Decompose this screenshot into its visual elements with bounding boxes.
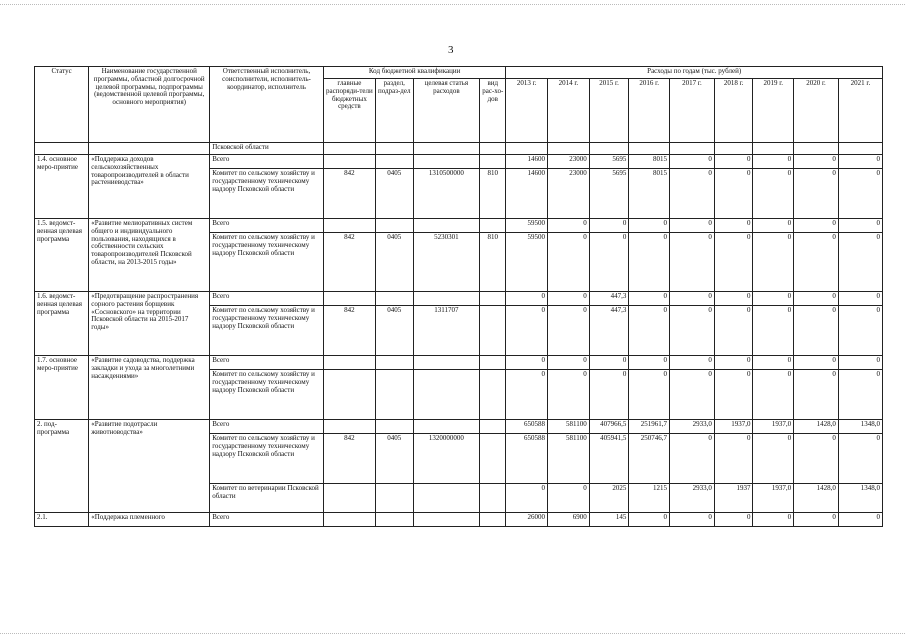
cell-responsible: Всего — [210, 219, 324, 233]
cell-status: 1.7. основное меро-приятие — [35, 356, 89, 420]
cell-2019: 0 — [753, 155, 794, 169]
cell-2016: 250746,7 — [629, 434, 670, 484]
cell-2021: 0 — [838, 155, 882, 169]
header-year-2018: 2018 г. — [714, 79, 753, 143]
cell-section: 0405 — [375, 434, 413, 484]
cell-article: 1311707 — [413, 306, 480, 356]
cell-2015: 447,3 — [589, 306, 629, 356]
cell-2013: 14600 — [506, 155, 548, 169]
header-year-2014: 2014 г. — [548, 79, 590, 143]
cell-2020 — [794, 143, 839, 155]
cell-grbs — [323, 370, 375, 420]
cell-section — [375, 143, 413, 155]
cell-section — [375, 484, 413, 513]
header-grbs: главные распоряди-тели бюджетных средств — [323, 79, 375, 143]
cell-2019: 0 — [753, 434, 794, 484]
cell-grbs — [323, 292, 375, 306]
cell-status: 2.1. — [35, 513, 89, 527]
cell-2017: 0 — [670, 434, 715, 484]
cell-2016: 251961,7 — [629, 420, 670, 434]
cell-2021: 1348,0 — [838, 420, 882, 434]
cell-type — [480, 219, 506, 233]
cell-grbs — [323, 356, 375, 370]
cell-responsible: Всего — [210, 155, 324, 169]
header-year-2015: 2015 г. — [589, 79, 629, 143]
header-year-2020: 2020 г. — [794, 79, 839, 143]
cell-status: 1.4. основное меро-приятие — [35, 155, 89, 219]
cell-2017: 0 — [670, 513, 715, 527]
cell-2015: 5695 — [589, 169, 629, 219]
cell-2019: 0 — [753, 292, 794, 306]
cell-article: 1320000000 — [413, 434, 480, 484]
cell-2018: 0 — [714, 356, 753, 370]
page-number: 3 — [448, 44, 454, 56]
scan-edge-top — [0, 4, 905, 6]
cell-2021: 0 — [838, 233, 882, 292]
table-body — [35, 143, 883, 527]
cell-type — [480, 292, 506, 306]
cell-2013: 59500 — [506, 219, 548, 233]
cell-2013: 0 — [506, 306, 548, 356]
cell-article — [413, 420, 480, 434]
cell-2018: 0 — [714, 306, 753, 356]
table-row — [35, 420, 883, 434]
cell-responsible: Всего — [210, 420, 324, 434]
cell-2020: 0 — [794, 306, 839, 356]
cell-2020: 0 — [794, 513, 839, 527]
cell-2015: 407966,5 — [589, 420, 629, 434]
cell-2017: 0 — [670, 169, 715, 219]
cell-type — [480, 306, 506, 356]
cell-2013: 0 — [506, 484, 548, 513]
cell-type — [480, 513, 506, 527]
cell-2018: 0 — [714, 155, 753, 169]
scan-edge-bottom — [0, 633, 905, 635]
header-year-2016: 2016 г. — [629, 79, 670, 143]
cell-2020: 0 — [794, 169, 839, 219]
cell-2015 — [589, 143, 629, 155]
cell-2014 — [548, 143, 590, 155]
cell-2016: 0 — [629, 306, 670, 356]
cell-name: «Развитие садоводства, поддержка закладки и ухода за многолетними насаждениями» — [89, 356, 210, 420]
budget-table — [34, 66, 883, 527]
cell-2018: 0 — [714, 434, 753, 484]
header-name: Наименование государственной программы, областной долгосрочной целевой программы, подпрограммы (ведомственной целевой программы, основного мероприятия) — [89, 67, 210, 143]
table-row — [35, 513, 883, 527]
cell-2020: 0 — [794, 356, 839, 370]
cell-2016: 0 — [629, 356, 670, 370]
cell-2021: 0 — [838, 219, 882, 233]
cell-name: «Развитие мелиоративных систем общего и индивидуального пользования, находящихся в собственности сельских товаропроизводителей Псковской области, на 2013-2015 годы» — [89, 219, 210, 292]
cell-article — [413, 356, 480, 370]
cell-2013: 0 — [506, 370, 548, 420]
cell-grbs: 842 — [323, 434, 375, 484]
cell-2019: 0 — [753, 169, 794, 219]
cell-section: 0405 — [375, 169, 413, 219]
cell-section — [375, 356, 413, 370]
header-expenses: Расходы по годам (тыс. рублей) — [506, 67, 883, 79]
cell-2021 — [838, 143, 882, 155]
cell-2021: 0 — [838, 169, 882, 219]
cell-2019: 0 — [753, 370, 794, 420]
cell-2014: 0 — [548, 233, 590, 292]
cell-2019: 1937,0 — [753, 420, 794, 434]
cell-section: 0405 — [375, 306, 413, 356]
cell-section — [375, 420, 413, 434]
cell-2016: 1215 — [629, 484, 670, 513]
cell-responsible: Всего — [210, 513, 324, 527]
cell-article — [413, 370, 480, 420]
cell-status — [35, 143, 89, 155]
cell-2014: 0 — [548, 219, 590, 233]
cell-article — [413, 513, 480, 527]
cell-responsible: Псковской области — [210, 143, 324, 155]
cell-2014: 23000 — [548, 169, 590, 219]
cell-2018: 1937,0 — [714, 420, 753, 434]
cell-2020: 1428,0 — [794, 484, 839, 513]
cell-2019: 0 — [753, 219, 794, 233]
cell-type — [480, 370, 506, 420]
cell-name: «Поддержка доходов сельскохозяйственных товаропроизводителей в области растениеводства» — [89, 155, 210, 219]
cell-2019: 0 — [753, 356, 794, 370]
cell-2013 — [506, 143, 548, 155]
cell-2018: 1937 — [714, 484, 753, 513]
cell-name: «Развитие подотрасли животноводства» — [89, 420, 210, 513]
cell-name — [89, 143, 210, 155]
table-row — [35, 219, 883, 233]
cell-2018: 0 — [714, 370, 753, 420]
cell-responsible: Всего — [210, 292, 324, 306]
header-target-article: целевая статья расходов — [413, 79, 480, 143]
cell-type — [480, 356, 506, 370]
table-row — [35, 143, 883, 155]
cell-section — [375, 370, 413, 420]
cell-2014: 581100 — [548, 420, 590, 434]
header-expense-type: вид рас-хо-дов — [480, 79, 506, 143]
cell-2021: 0 — [838, 513, 882, 527]
cell-2018 — [714, 143, 753, 155]
cell-2016: 0 — [629, 219, 670, 233]
cell-2016: 8015 — [629, 155, 670, 169]
header-year-2017: 2017 г. — [670, 79, 715, 143]
cell-article — [413, 292, 480, 306]
cell-article: 5230301 — [413, 233, 480, 292]
cell-2013: 650588 — [506, 434, 548, 484]
cell-2020: 0 — [794, 233, 839, 292]
cell-2019 — [753, 143, 794, 155]
cell-2015: 405941,5 — [589, 434, 629, 484]
cell-2013: 650588 — [506, 420, 548, 434]
cell-2020: 0 — [794, 155, 839, 169]
cell-2014: 581100 — [548, 434, 590, 484]
cell-2021: 0 — [838, 356, 882, 370]
header-status: Статус — [35, 67, 89, 143]
cell-2018: 0 — [714, 219, 753, 233]
cell-2015: 5695 — [589, 155, 629, 169]
cell-name: «Поддержка племенного — [89, 513, 210, 527]
cell-responsible: Комитет по сельскому хозяйству и государственному техническому надзору Псковской области — [210, 169, 324, 219]
cell-section — [375, 155, 413, 169]
cell-2017: 0 — [670, 356, 715, 370]
cell-type — [480, 434, 506, 484]
cell-2013: 26000 — [506, 513, 548, 527]
cell-name: «Предотвращение распространения сорного растения борщевик «Сосновского» на территории Псковской области на 2015-2017 годы» — [89, 292, 210, 356]
cell-grbs — [323, 219, 375, 233]
cell-2019: 1937,0 — [753, 484, 794, 513]
cell-responsible: Комитет по сельскому хозяйству и государственному техническому надзору Псковской области — [210, 370, 324, 420]
cell-status: 2. под-программа — [35, 420, 89, 513]
cell-2015: 145 — [589, 513, 629, 527]
cell-2021: 0 — [838, 370, 882, 420]
cell-section — [375, 292, 413, 306]
cell-2014: 23000 — [548, 155, 590, 169]
cell-2017: 0 — [670, 292, 715, 306]
cell-2020: 0 — [794, 434, 839, 484]
cell-2020: 0 — [794, 370, 839, 420]
cell-section — [375, 219, 413, 233]
cell-grbs — [323, 420, 375, 434]
header-row-1 — [35, 67, 883, 79]
cell-2021: 1348,0 — [838, 484, 882, 513]
cell-status: 1.5. ведомст-венная целевая программа — [35, 219, 89, 292]
cell-2017: 0 — [670, 155, 715, 169]
cell-2021: 0 — [838, 306, 882, 356]
cell-type — [480, 484, 506, 513]
header-year-2019: 2019 г. — [753, 79, 794, 143]
cell-grbs: 842 — [323, 306, 375, 356]
cell-2020: 0 — [794, 292, 839, 306]
cell-2019: 0 — [753, 513, 794, 527]
cell-2015: 0 — [589, 370, 629, 420]
cell-2013: 0 — [506, 356, 548, 370]
cell-type: 810 — [480, 233, 506, 292]
cell-2014: 0 — [548, 306, 590, 356]
cell-2016: 0 — [629, 370, 670, 420]
cell-grbs — [323, 155, 375, 169]
cell-2020: 1428,0 — [794, 420, 839, 434]
cell-2013: 14600 — [506, 169, 548, 219]
cell-responsible: Всего — [210, 356, 324, 370]
cell-2014: 0 — [548, 356, 590, 370]
cell-status: 1.6. ведомст-венная целевая программа — [35, 292, 89, 356]
cell-section — [375, 513, 413, 527]
cell-responsible: Комитет по сельскому хозяйству и государственному техническому надзору Псковской области — [210, 233, 324, 292]
cell-section: 0405 — [375, 233, 413, 292]
cell-article — [413, 219, 480, 233]
header-responsible: Ответственный исполнитель, соисполнители, исполнитель-координатор, исполнитель — [210, 67, 324, 143]
cell-2017: 0 — [670, 370, 715, 420]
cell-grbs — [323, 513, 375, 527]
cell-responsible: Комитет по ветеринарии Псковской области — [210, 484, 324, 513]
cell-2019: 0 — [753, 233, 794, 292]
cell-type — [480, 420, 506, 434]
cell-2018: 0 — [714, 233, 753, 292]
cell-2016: 0 — [629, 233, 670, 292]
cell-2019: 0 — [753, 306, 794, 356]
cell-2015: 2025 — [589, 484, 629, 513]
header-budget-code: Код бюджетной квалификации — [323, 67, 506, 79]
cell-type — [480, 143, 506, 155]
cell-2018: 0 — [714, 513, 753, 527]
cell-2017: 0 — [670, 233, 715, 292]
cell-2015: 0 — [589, 233, 629, 292]
cell-article — [413, 143, 480, 155]
cell-type: 810 — [480, 169, 506, 219]
cell-responsible: Комитет по сельскому хозяйству и государственному техническому надзору Псковской области — [210, 434, 324, 484]
cell-grbs — [323, 484, 375, 513]
cell-2013: 59500 — [506, 233, 548, 292]
cell-2016 — [629, 143, 670, 155]
cell-grbs: 842 — [323, 169, 375, 219]
cell-2017 — [670, 143, 715, 155]
cell-2017: 0 — [670, 306, 715, 356]
cell-grbs: 842 — [323, 233, 375, 292]
cell-2017: 0 — [670, 219, 715, 233]
cell-type — [480, 155, 506, 169]
cell-2014: 0 — [548, 370, 590, 420]
cell-2015: 447,3 — [589, 292, 629, 306]
cell-2018: 0 — [714, 292, 753, 306]
cell-2017: 2933,0 — [670, 420, 715, 434]
cell-2016: 0 — [629, 513, 670, 527]
cell-2018: 0 — [714, 169, 753, 219]
cell-grbs — [323, 143, 375, 155]
header-year-2021: 2021 г. — [838, 79, 882, 143]
cell-2014: 6900 — [548, 513, 590, 527]
header-year-2013: 2013 г. — [506, 79, 548, 143]
cell-2021: 0 — [838, 292, 882, 306]
table-row — [35, 356, 883, 370]
cell-2014: 0 — [548, 292, 590, 306]
cell-2020: 0 — [794, 219, 839, 233]
cell-article — [413, 484, 480, 513]
cell-article: 1310500000 — [413, 169, 480, 219]
header-section: раздел, подраз-дел — [375, 79, 413, 143]
table-row — [35, 292, 883, 306]
cell-2016: 0 — [629, 292, 670, 306]
cell-article — [413, 155, 480, 169]
cell-2015: 0 — [589, 356, 629, 370]
cell-2015: 0 — [589, 219, 629, 233]
cell-responsible: Комитет по сельскому хозяйству и государственному техническому надзору Псковской области — [210, 306, 324, 356]
cell-2013: 0 — [506, 292, 548, 306]
cell-2017: 2933,0 — [670, 484, 715, 513]
cell-2021: 0 — [838, 434, 882, 484]
cell-2014: 0 — [548, 484, 590, 513]
cell-2016: 8015 — [629, 169, 670, 219]
table-row — [35, 155, 883, 169]
